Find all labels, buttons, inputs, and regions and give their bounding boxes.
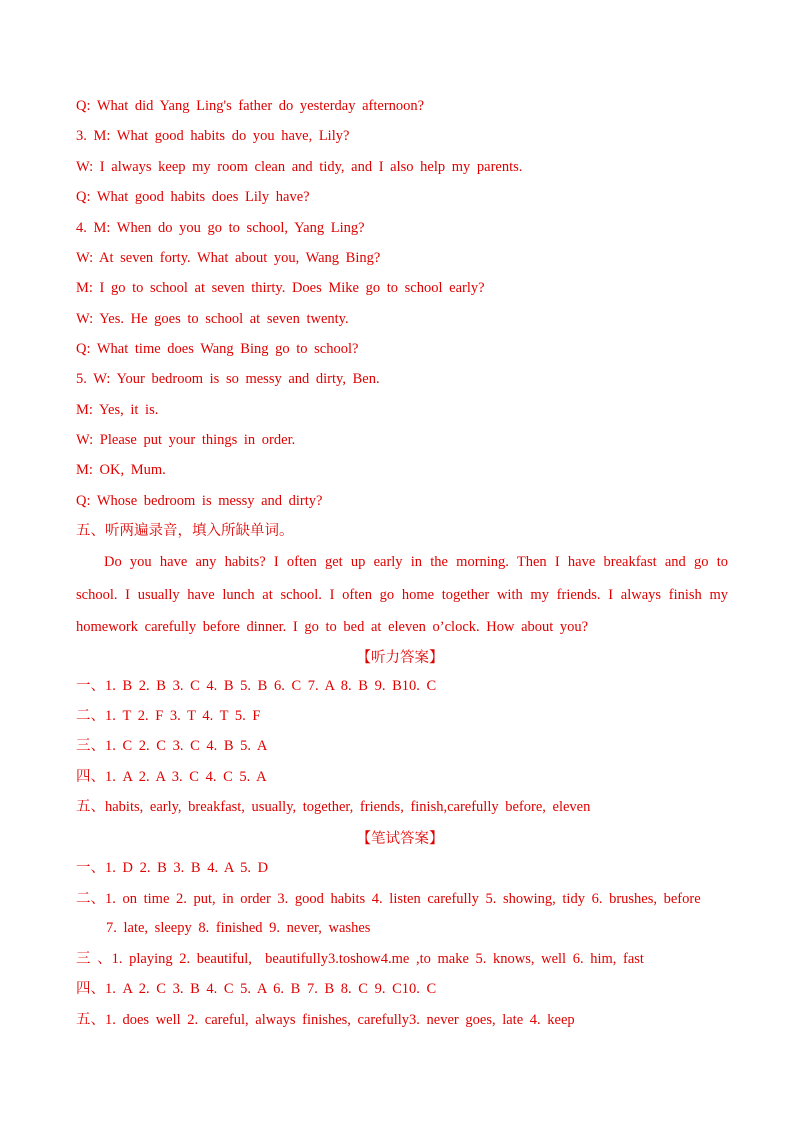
answer-line: 四、1. A 2. C 3. B 4. C 5. A 6. B 7. B 8. C 9. C10. C (76, 981, 437, 997)
script-line: W: Please put your things in order. (76, 432, 296, 448)
written-answers-heading: 【笔试答案】 (356, 831, 444, 847)
script-line: W: I always keep my room clean and tidy, and I also help my parents. (76, 159, 523, 175)
section-instruction: 五、听两遍录音，填入所缺单词。 (76, 523, 294, 539)
script-line: M: OK, Mum. (76, 462, 166, 478)
script-line: Q: What time does Wang Bing go to school? (76, 341, 359, 357)
answer-line: 一、1. B 2. B 3. C 4. B 5. B 6. C 7. A 8. B 9. B10. C (76, 678, 437, 694)
answer-line: 三、1. C 2. C 3. C 4. B 5. A (76, 738, 268, 754)
script-line: Q: What did Yang Ling's father do yesterday afternoon? (76, 98, 425, 114)
script-line: Q: Whose bedroom is messy and dirty? (76, 493, 323, 509)
script-line: 4. M: When do you go to school, Yang Ling? (76, 220, 365, 236)
passage-text: Do you have any habits? I often get up early in the morning. Then I have breakfast and go to school. I usually have lunch at school. I often go home together with my friends. I always finish my homework carefully before dinner. I go to bed at eleven o’clock. How about you? (76, 554, 728, 635)
script-line: W: Yes. He goes to school at seven twenty. (76, 311, 349, 327)
answer-line: 二、1. T 2. F 3. T 4. T 5. F (76, 708, 261, 724)
answer-line: 三 、1. playing 2. beautiful, beautifully3.toshow4.me ,to make 5. knows, well 6. him, fast (76, 951, 644, 967)
answer-line: 五、habits, early, breakfast, usually, together, friends, finish,carefully before, eleven (76, 799, 591, 815)
script-line: M: I go to school at seven thirty. Does Mike go to school early? (76, 280, 485, 296)
script-line: M: Yes, it is. (76, 402, 159, 418)
answer-line: 五、1. does well 2. careful, always finishes, carefully3. never goes, late 4. keep (76, 1012, 575, 1028)
script-line: 3. M: What good habits do you have, Lily? (76, 128, 350, 144)
answer-line: 一、1. D 2. B 3. B 4. A 5. D (76, 860, 269, 876)
passage-paragraph (76, 546, 728, 644)
answer-line-continued: 7. late, sleepy 8. finished 9. never, washes (106, 920, 371, 936)
script-line: W: At seven forty. What about you, Wang Bing? (76, 250, 381, 266)
answer-line: 二、1. on time 2. put, in order 3. good habits 4. listen carefully 5. showing, tidy 6. brushes, before (76, 891, 701, 907)
listening-answers-heading: 【听力答案】 (356, 650, 444, 666)
script-line: 5. W: Your bedroom is so messy and dirty, Ben. (76, 371, 380, 387)
answer-line: 四、1. A 2. A 3. C 4. C 5. A (76, 769, 267, 785)
script-line: Q: What good habits does Lily have? (76, 189, 310, 205)
